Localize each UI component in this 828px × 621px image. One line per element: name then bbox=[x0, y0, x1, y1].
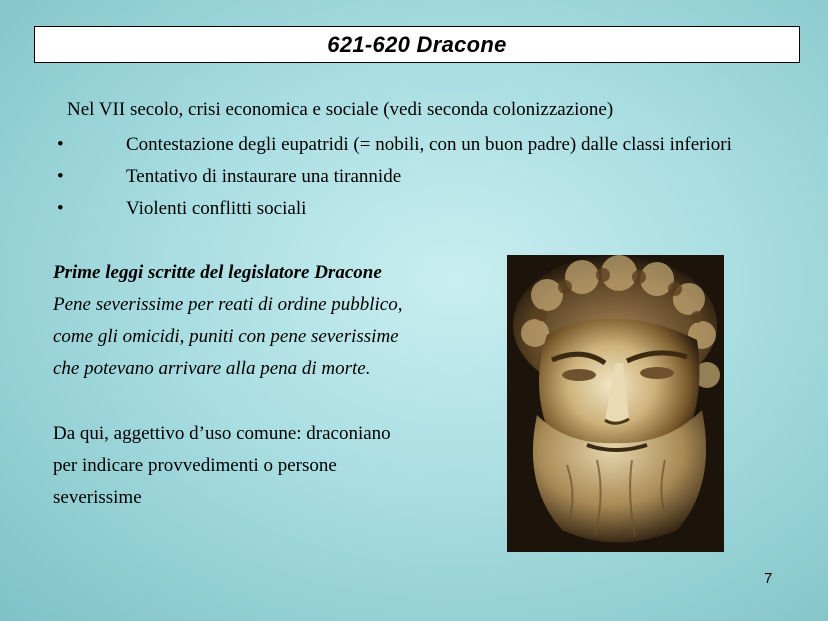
plain-line: Da qui, aggettivo d’uso comune: draconiano bbox=[53, 423, 391, 444]
plain-line: severissime bbox=[53, 487, 142, 508]
italic-line: come gli omicidi, puniti con pene severissime bbox=[53, 326, 399, 347]
intro-text: Nel VII secolo, crisi economica e sociale (vedi seconda colonizzazione) bbox=[67, 99, 614, 120]
page-number: 7 bbox=[764, 570, 773, 587]
bullet-text: Violenti conflitti sociali bbox=[126, 198, 307, 219]
bullet-dot: • bbox=[57, 134, 64, 155]
bullet-text: Tentativo di instaurare una tirannide bbox=[126, 166, 402, 187]
slide-title: 621-620 Dracone bbox=[327, 31, 507, 57]
bullet-dot: • bbox=[57, 166, 64, 187]
section-heading: Prime leggi scritte del legislatore Dracone bbox=[53, 262, 382, 283]
plain-line: per indicare provvedimenti o persone bbox=[53, 455, 337, 476]
slide-title-box bbox=[34, 26, 800, 63]
bullet-dot: • bbox=[57, 198, 64, 219]
bullet-text: Contestazione degli eupatridi (= nobili, con un buon padre) dalle classi inferiori bbox=[126, 134, 732, 155]
draco-bust-image bbox=[507, 255, 724, 552]
italic-line: Pene severissime per reati di ordine pubblico, bbox=[53, 294, 403, 315]
italic-line: che potevano arrivare alla pena di morte. bbox=[53, 358, 371, 379]
